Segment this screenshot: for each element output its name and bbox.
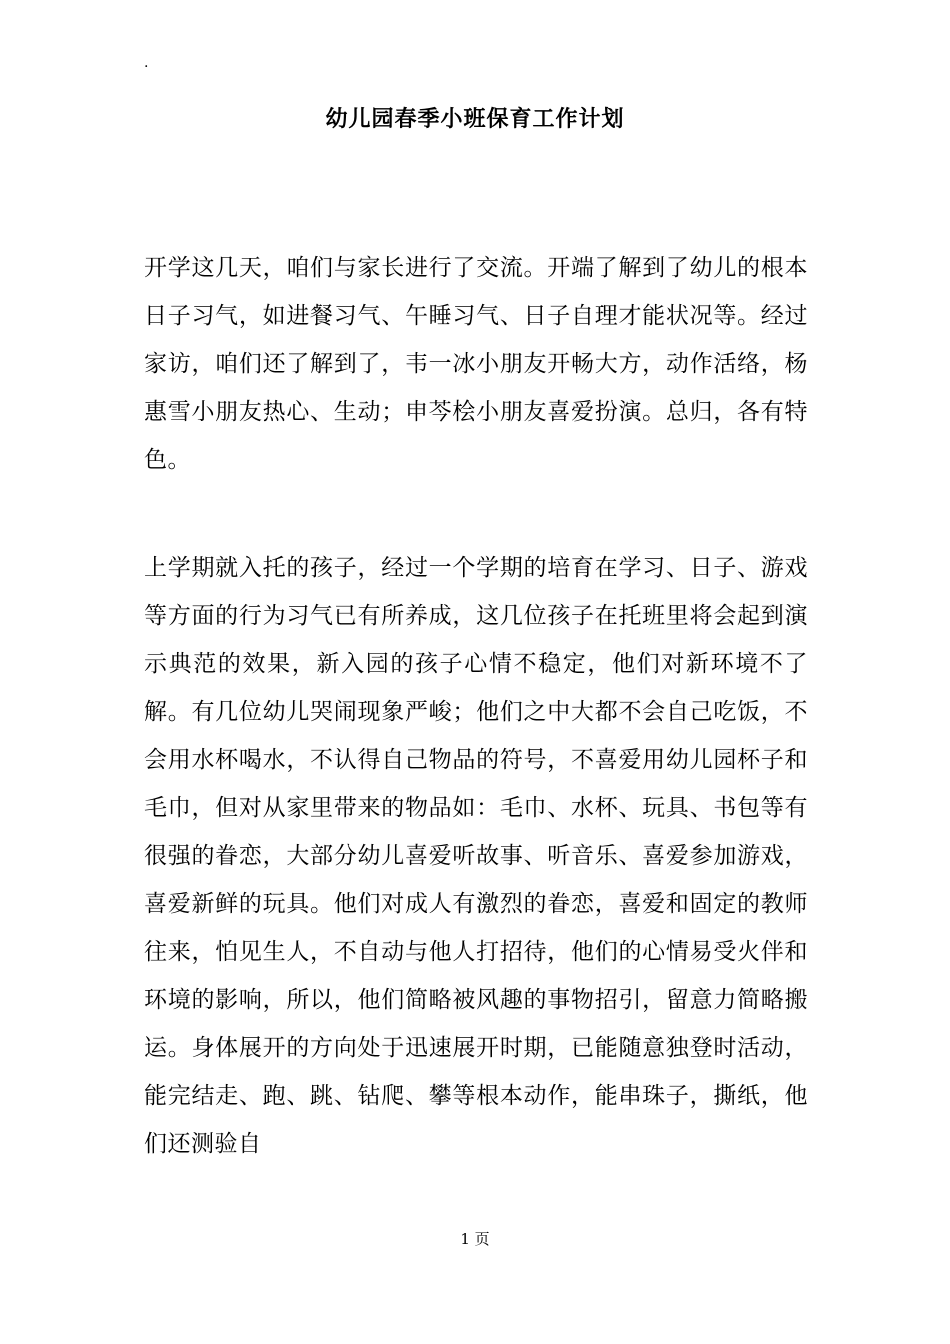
paragraph-2: 上学期就入托的孩子，经过一个学期的培育在学习、日子、游戏等方面的行为习气已有所养成，这几位孩子在托班里将会起到演示典范的效果，新入园的孩子心情不稳定，他们对新环境不了解。有几位幼儿哭闹现象严峻；他们之中大都不会自己吃饭，不会用水杯喝水，不认得自己物品的符号，不喜爱用幼儿园杯子和毛巾，但对从家里带来的物品如：毛巾、水杯、玩具、书包等有很强的眷恋，大部分幼儿喜爱听故事、听音乐、喜爱参加游戏，喜爱新鲜的玩具。他们对成人有激烈的眷恋，喜爱和固定的教师往来，怕见生人，不自动与他人打招待，他们的心情易受火伴和环境的影响，所以，他们简略被风趣的事物招引，留意力简略搬运。身体展开的方向处于迅速展开时期，已能随意独登时活动，能完结走、跑、跳、钻爬、攀等根本动作，能串珠子，撕纸，他们还测验自 — [144, 555, 808, 1157]
document-title: 幼儿园春季小班保育工作计划 — [325, 106, 625, 132]
header-dot: . — [144, 55, 149, 71]
paragraph-1: 开学这几天，咱们与家长进行了交流。开端了解到了幼儿的根本日子习气，如进餐习气、午睡习气、日子自理才能状况等。经过家访，咱们还了解到了，韦一冰小朋友开畅大方，动作活络，杨惠雪小朋友热心、生动；申芩桧小朋友喜爱扮演。总归，各有特色。 — [144, 255, 808, 473]
page-number: 1 页 — [460, 1230, 490, 1248]
